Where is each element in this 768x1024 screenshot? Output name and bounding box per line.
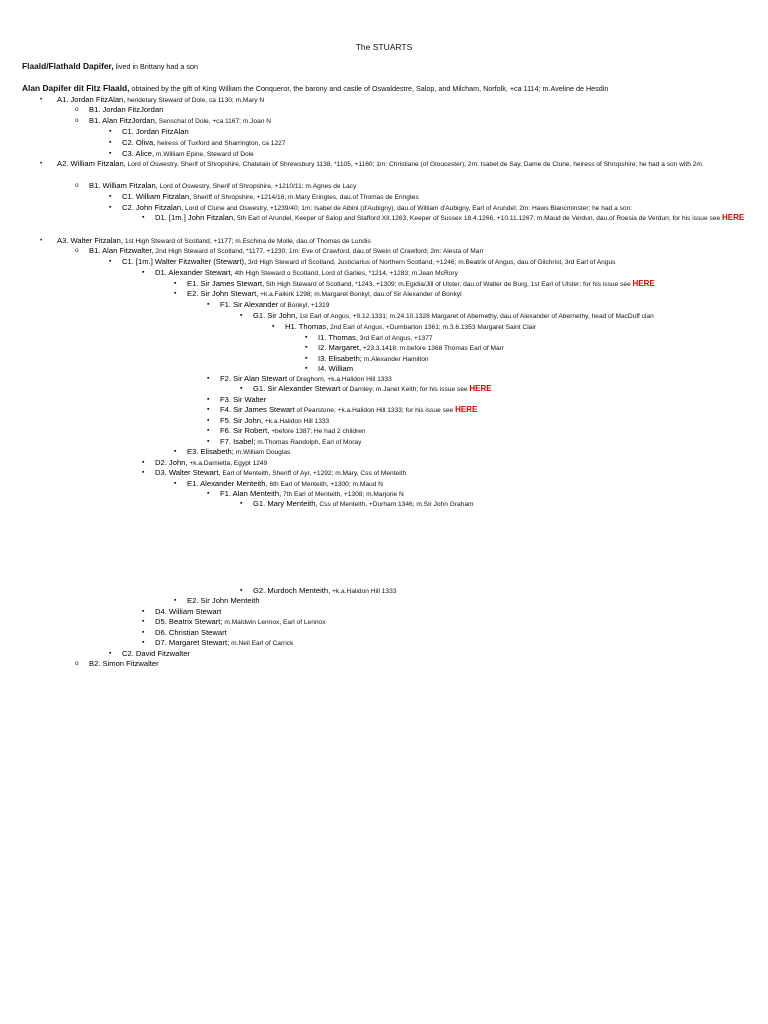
entry-d6: ▪ D6. Christian Stewart [155, 628, 227, 638]
entry-f5: ▪ F5. Sir John, +k.a.Halidon Hill 1333 [220, 416, 329, 426]
here-link[interactable]: HERE [455, 405, 478, 414]
entry-d1: ▪ D1. Alexander Stewart, 4th High Steward o Scotland, Lord of Garlies, *1214, +1283; m.Jean McRory [155, 268, 458, 278]
bullet-icon [40, 95, 42, 104]
square-bullet-icon [174, 596, 176, 605]
square-bullet-icon [109, 138, 111, 147]
entry-f3: ▪ F3. Sir Walter [220, 395, 266, 405]
square-bullet-icon [142, 607, 144, 616]
entry-a1: • A1. Jordan FitzAlan, heridetary Steward of Dole, ca 1130; m.Mary N [57, 95, 264, 105]
intro-line-2 [22, 83, 608, 93]
square-bullet-icon [109, 192, 111, 201]
here-link[interactable]: HERE [469, 384, 492, 393]
square-bullet-icon [207, 300, 209, 309]
entry-a3: • A3. Walter Fitzalan, 1st High Steward of Scotland, +1177; m.Eschina de Molle, dau.of Thomas de Lundis [57, 236, 371, 246]
circle-bullet-icon [75, 659, 79, 668]
square-bullet-icon [174, 289, 176, 298]
square-bullet-icon [240, 311, 242, 320]
circle-bullet-icon [75, 116, 79, 125]
entry-f4: ▪ F4. Sir James Stewart of Pearstone, +k.a.Halidon Hill 1333; for his issue see HERE [220, 405, 477, 415]
square-bullet-icon [305, 364, 307, 373]
square-bullet-icon [305, 354, 307, 363]
intro-name: Alan Dapifer dit Fitz Flaald, [22, 83, 130, 93]
square-bullet-icon [109, 203, 111, 212]
entry-b1: o B1. Alan FitzJordan, Senschal of Dole, +ca 1167; m.Joan N [89, 116, 271, 126]
square-bullet-icon [207, 405, 209, 414]
square-bullet-icon [142, 468, 144, 477]
entry-c2: ▪ C2. David Fitzwalter [122, 649, 190, 659]
square-bullet-icon [142, 458, 144, 467]
square-bullet-icon [142, 213, 144, 222]
entry-i4: ▪ I4. William [318, 364, 353, 374]
entry-b1: o B1. William Fitzalan, Lord of Oswestry, Sherif of Shropshire, +1210/11; m.Agnes de Lacy [89, 181, 356, 191]
entry-g2: ▪ G2. Murdoch Menteith, +k.a.Halidon Hill 1333 [253, 586, 396, 596]
square-bullet-icon [240, 586, 242, 595]
intro-name: Flaald/Flathald Dapifer, [22, 61, 114, 71]
entry-c2: ▪ C2. John Fitzalan, Lord of Clune and Oswestry, +1239/40; 1m: Isabel de Albini (d'Aubigny), dau.of William d'Aubigny, Earl of Arundel; 2m: Haws Blancminster; he had a son: [122, 203, 632, 213]
entry-g1: ▪ G1. Sir John, 1st Earl of Angus, +9.12.1331; m.24.10.1328 Margaret of Abernethy, dau.of Alexander of Abernethy, head of MacDuff clan [253, 311, 654, 321]
square-bullet-icon [142, 628, 144, 637]
circle-bullet-icon [75, 105, 79, 114]
entry-d5: ▪ D5. Beatrix Stewart; m.Maldwin Lennox, Earl of Lennox [155, 617, 326, 627]
bullet-icon [40, 159, 42, 168]
square-bullet-icon [109, 257, 111, 266]
entry-e1: ▪ E1. Sir James Stewart, 5th High Steward of Scotland, *1243, +1309; m.Egidia/Jill of Ulster, dau.of Walter de Burg, 1st Earl of Ulster; for his issue see HERE [187, 279, 655, 289]
square-bullet-icon [207, 416, 209, 425]
square-bullet-icon [109, 127, 111, 136]
entry-d2: ▪ D2. John, +k.a.Damietta, Egypt 1249 [155, 458, 267, 468]
intro-text: lived in Brittany had a son [113, 62, 198, 71]
entry-g1: ▪ G1. Mary Menteith, Css of Menteith, +Durham 1346; m.Sir John Graham [253, 499, 474, 509]
entry-i2: ▪ I2. Margaret, +23.3.1418; m.before 1368 Thomas Earl of Marr [318, 343, 504, 353]
entry-f6: ▪ F6. Sir Robert, +before 1387; He had 2 children [220, 426, 366, 436]
entry-i3: ▪ I3. Elisabeth; m.Alexander Hamilton [318, 354, 429, 364]
entry-c1: ▪ C1. [1m.] Walter Fitzwalter (Stewart), 3rd High Steward of Scotland, Justiciarius of Northern Scotland, +1246; m.Beatrix of Angus, dau.of Gilchrist, 3rd Earl of Angus [122, 257, 615, 267]
entry-d1: ▪ D1. [1m.] John Fitzalan, 5th Earl of Arundel, Keeper of Salop and Stafford XII.1263, Keeper of Sussex 18.4.1266, +10.11.1267; m.Maud de Verdun, dau.of Roesia de Verdun; for his issue see HERE [155, 213, 750, 223]
square-bullet-icon [240, 384, 242, 393]
entry-b2: o B2. Simon Fitzwalter [89, 659, 159, 669]
entry-c2: ▪ C2. Oliva, heiress of Tuxford and Sharrington, ca 1227 [122, 138, 285, 148]
entry-d7: ▪ D7. Margaret Stewart; m.Neil Earl of Carrick [155, 638, 293, 648]
square-bullet-icon [109, 149, 111, 158]
entry-f2: ▪ F2. Sir Alan Stewart of Dreghorn, +k.a.Halidon Hill 1333 [220, 374, 392, 384]
bullet-icon [40, 236, 42, 245]
entry-e2: ▪ E2. Sir John Stewart, +k.a.Falkirk 1298; m.Margaret Bonkyl, dau.of Sir Alexander of Bonkyl [187, 289, 462, 299]
circle-bullet-icon [75, 246, 79, 255]
intro-line-1 [22, 61, 198, 71]
entry-a2: • A2. William Fitzalan, Lord of Oswestry, Sherif of Shropshire, Chatelain of Shrewsbury 1138, *1105, +1160; 1m: Christiane (of Gloucester); 2m: Isabel de Say, Dame de Clune, heiress of Shropshire; he had a son with 2m. [57, 159, 747, 169]
here-link[interactable]: HERE [721, 213, 745, 222]
square-bullet-icon [174, 279, 176, 288]
square-bullet-icon [142, 638, 144, 647]
here-link[interactable]: HERE [632, 279, 655, 288]
entry-f7: ▪ F7. Isabel; m.Thomas Randolph, Earl of Moray [220, 437, 361, 447]
square-bullet-icon [305, 333, 307, 342]
square-bullet-icon [207, 426, 209, 435]
entry-f1: ▪ F1. Alan Menteith, 7th Earl of Menteith, +1308; m.Marjorie N [220, 489, 404, 499]
square-bullet-icon [240, 499, 242, 508]
square-bullet-icon [305, 343, 307, 352]
square-bullet-icon [109, 649, 111, 658]
entry-c1: ▪ C1. Jordan FitzAlan [122, 127, 189, 137]
entry-i1: ▪ I1. Thomas, 3rd Earl of Angus, +1377 [318, 333, 433, 343]
square-bullet-icon [207, 437, 209, 446]
square-bullet-icon [142, 617, 144, 626]
square-bullet-icon [142, 268, 144, 277]
square-bullet-icon [207, 489, 209, 498]
square-bullet-icon [207, 395, 209, 404]
entry-h1: ▪ H1. Thomas, 2nd Earl of Angus, +Dumbarton 1361; m.3.6.1353 Margaret Saint Clair [285, 322, 536, 332]
circle-bullet-icon [75, 181, 79, 190]
entry-e2: ▪ E2. Sir John Menteith [187, 596, 260, 606]
entry-g1: ▪ G1. Sir Alexander Stewart of Darnley; m.Janet Keith; for his issue see HERE [253, 384, 492, 394]
entry-d3: ▪ D3. Walter Stewart, Earl of Menteith, Sheriff of Ayr, +1292; m.Mary, Css of Menteith [155, 468, 406, 478]
entry-e3: ▪ E3. Elisabeth; m.William Douglas [187, 447, 290, 457]
intro-text: obtained by the gift of King William the Conqueror, the barony and castle of Oswaldestre, Salop, and Milcham, Norfolk, +ca 1114; m.Aveline de Hesdin [129, 84, 609, 93]
entry-d4: ▪ D4. William Stewart [155, 607, 221, 617]
entry-f1: ▪ F1. Sir Alexander of Bonkyl, +1319 [220, 300, 329, 310]
square-bullet-icon [174, 479, 176, 488]
entry-b1: o B1. Jordan FitzJordan [89, 105, 163, 115]
entry-e1: ▪ E1. Alexander Menteith, 6th Earl of Menteith, +1300; m.Maud N [187, 479, 383, 489]
entry-c1: ▪ C1. William Fitzalan, Sheriff of Shropshire, +1214/16; m.Mary Eringtes, dau.of Thomas de Eringtes [122, 192, 419, 202]
square-bullet-icon [174, 447, 176, 456]
entry-b1: o B1. Alan Fitzwalter, 2nd High Steward of Scotland, *1177, +1230; 1m: Eve of Crawford, dau.of Swein of Crawford; 2m: Alesta of Marr [89, 246, 484, 256]
page-title: The STUARTS [355, 42, 413, 52]
square-bullet-icon [272, 322, 274, 331]
entry-c3: ▪ C3. Alice, m.William Epine, Steward of Dole [122, 149, 254, 159]
square-bullet-icon [207, 374, 209, 383]
